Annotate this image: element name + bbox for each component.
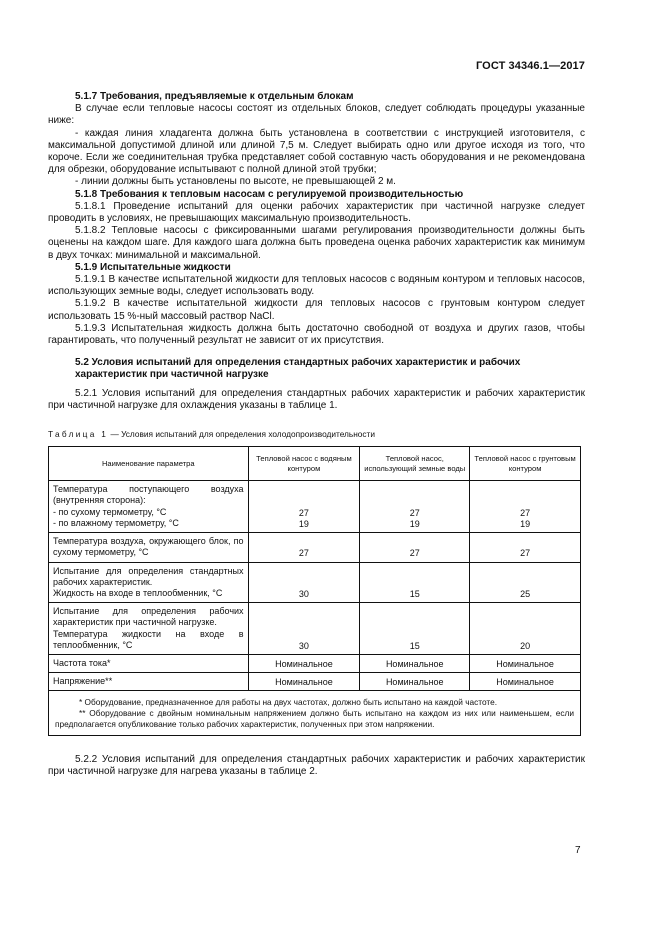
table-cell: Номинальное	[360, 654, 470, 672]
footnote: * Оборудование, предназначенное для работы на двух частотах, должно быть испытано на каждой частоте.	[79, 697, 498, 708]
table-cell: 30	[248, 603, 360, 655]
table-footnotes	[49, 691, 581, 736]
table-cell: 25	[470, 562, 581, 603]
footnote: ** Оборудование с двойным номинальным напряжением должно быть испытано на каждом из них или наименьшем, если предполагается опубликование только рабочих характеристик, полученных при этом напряжении.	[55, 707, 574, 729]
table-cell: Номинальное	[248, 673, 360, 691]
table-cell: 27	[360, 533, 470, 562]
paragraph: 5.2.2 Условия испытаний для определения стандартных рабочих характеристик и рабочих характеристик при частичной нагрузке для нагрева указаны в таблице 2.	[48, 754, 585, 778]
cell-value: 27	[520, 507, 531, 518]
paragraph: В случае если тепловые насосы состоят из отдельных блоков, следует соблюдать процедуры указанные ниже:	[48, 103, 585, 127]
column-header: Тепловой насос, использующий земные воды	[360, 447, 470, 481]
table-row	[49, 481, 581, 533]
table-cell	[470, 481, 581, 533]
section-heading-5-1-9: 5.1.9 Испытательные жидкости	[75, 261, 231, 273]
paragraph: 5.1.8.2 Тепловые насосы с фиксированными шагами регулирования производительности должны быть оценены на каждом шаге. Для каждого шага должна быть проведена оценка рабочих характеристик как минимум в двух точках: минимальной и максимальной.	[48, 225, 585, 261]
table-cell: 15	[360, 603, 470, 655]
list-item: - каждая линия хладагента должна быть установлена в соответствии с инструкцией изготовителя, с максимальной допустимой длиной или длиной 7,5 м. Следует выбирать одно или другое исходя из того, что короче. Если же соединительная трубка представляет собой составную часть оборудования и не рекомендована для обрезки, оборудование испытывают с полной длиной этой трубки;	[48, 127, 585, 176]
row-label: Напряжение**	[49, 673, 249, 691]
table-cell: Номинальное	[248, 654, 360, 672]
table-cell: Номинальное	[470, 654, 581, 672]
table-cell: 27	[470, 533, 581, 562]
cell-value: 19	[520, 518, 531, 529]
list-item: - линии должны быть установлены по высоте, не превышающей 2 м.	[75, 176, 396, 188]
table-cell: Номинальное	[470, 673, 581, 691]
table-footnotes-row	[49, 691, 581, 736]
table-row	[49, 654, 581, 672]
cell-value: 27	[409, 507, 420, 518]
row-sublabel: - по сухому термометру, °С	[53, 506, 167, 517]
section-heading-5-1-7: 5.1.7 Требования, предъявляемые к отдельным блокам	[75, 91, 354, 102]
document-code: ГОСТ 34346.1—2017	[475, 60, 585, 72]
row-sublabel: Температура жидкости на входе в теплообменник, °С	[53, 628, 244, 650]
section-heading-5-1-8: 5.1.8 Требования к тепловым насосам с регулируемой производительностью	[75, 188, 464, 200]
column-header: Наименование параметра	[49, 447, 249, 481]
paragraph: 5.1.9.1 В качестве испытательной жидкости для тепловых насосов с водяным контуром и тепловых насосов, использующих земные воды, следует использовать воду.	[48, 274, 585, 298]
table-cell: 20	[470, 603, 581, 655]
row-sublabel: Жидкость на входе в теплообменник, °С	[53, 587, 223, 598]
column-header: Тепловой насос с водяным контуром	[248, 447, 360, 481]
row-label-text: Температура поступающего воздуха (внутренняя сторона):	[53, 484, 244, 506]
table-header-row	[49, 447, 581, 481]
paragraph: 5.2.1 Условия испытаний для определения стандартных рабочих характеристик и рабочих характеристик при частичной нагрузке для охлаждения указаны в таблице 1.	[48, 387, 585, 411]
paragraph: 5.1.8.1 Проведение испытаний для оценки рабочих характеристик при частичной нагрузке следует проводить в условиях, не превышающих максимальную производительность.	[48, 200, 585, 225]
row-label: Температура воздуха, окружающего блок, по сухому термометру, °С	[49, 533, 249, 562]
table-row	[49, 673, 581, 691]
column-header: Тепловой насос с грунтовым контуром	[470, 447, 581, 481]
table-cell: 30	[248, 562, 360, 603]
row-label	[49, 603, 249, 655]
paragraph: 5.1.9.3 Испытательная жидкость должна быть достаточно свободной от воздуха и других газов, чтобы гарантировать, что полученный результат не зависит от их присутствия.	[48, 322, 585, 347]
page-content	[48, 91, 585, 779]
cell-value: 19	[298, 518, 309, 529]
table-row	[49, 562, 581, 603]
table-cell: 15	[360, 562, 470, 603]
row-label-text: Испытание для определения рабочих характеристик при частичной нагрузке.	[53, 606, 244, 628]
table-cell: Номинальное	[360, 673, 470, 691]
row-label	[49, 481, 249, 533]
table-caption-text: — Условия испытаний для определения холодопроизводительности	[108, 429, 375, 440]
table-cell	[360, 481, 470, 533]
table-cell: 27	[248, 533, 360, 562]
table-caption	[48, 428, 585, 440]
row-label: Частота тока*	[49, 654, 249, 672]
table-row	[49, 603, 581, 655]
conditions-table	[48, 446, 581, 736]
table-row	[49, 533, 581, 562]
page-number: 7	[575, 845, 581, 856]
table-cell	[248, 481, 360, 533]
row-label	[49, 562, 249, 603]
cell-value: 19	[409, 518, 420, 529]
row-label-text: Испытание для определения стандартных рабочих характеристик.	[53, 565, 244, 587]
paragraph: 5.1.9.2 В качестве испытательной жидкости для тепловых насосов с грунтовым контуром следует использовать 15 %-ный массовый раствор NaCl.	[48, 298, 585, 322]
section-heading-5-2: 5.2 Условия испытаний для определения стандартных рабочих характеристик и рабочих характеристик при частичной нагрузке	[75, 357, 521, 381]
cell-value: 27	[298, 507, 309, 518]
row-sublabel: - по влажному термометру, °С	[53, 517, 179, 528]
table-caption-label: Таблица 1	[48, 429, 109, 440]
